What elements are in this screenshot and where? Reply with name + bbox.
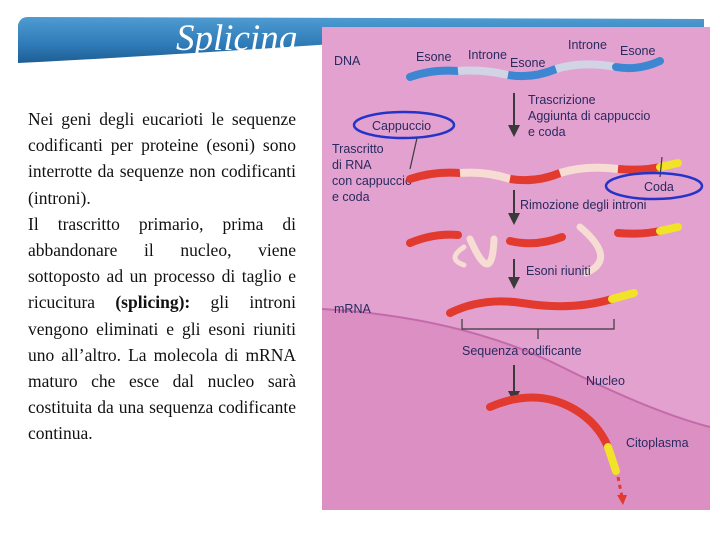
- gene-label-exon-2: Esone: [510, 56, 546, 70]
- transcript-tail: [660, 163, 678, 167]
- slide-body: [28, 106, 296, 447]
- splicing-term: (splicing):: [115, 292, 191, 313]
- paragraph-splicing: [28, 211, 296, 447]
- gene-label-exon-3: Esone: [620, 44, 656, 58]
- cut-tail: [660, 227, 678, 231]
- gene-label-intron-1: Introne: [468, 48, 507, 62]
- primary-transcript-line-4: e coda: [332, 190, 370, 204]
- step-transcription-line-1: Trascrizione: [528, 93, 596, 107]
- cut-exon-3: [618, 231, 660, 234]
- nucleus-label: Nucleo: [586, 374, 625, 388]
- step-transcription-line-2: Aggiunta di cappuccio: [528, 109, 651, 123]
- transcript-exon-3: [618, 167, 660, 170]
- coding-sequence-label: Sequenza codificante: [462, 344, 582, 358]
- slide-title: Splicing: [176, 18, 298, 59]
- tail-label: Coda: [644, 180, 674, 194]
- splicing-diagram: [322, 27, 710, 510]
- primary-transcript-line-3: con cappuccio: [332, 174, 412, 188]
- gene-label-intron-2: Introne: [568, 38, 607, 52]
- dna-label: DNA: [334, 54, 361, 68]
- dna-intron-1: [458, 71, 508, 76]
- mrna-label: mRNA: [334, 302, 371, 316]
- step-intron-removal: Rimozione degli introni: [520, 198, 647, 212]
- step-transcription-line-3: e coda: [528, 125, 566, 139]
- paragraph-splicing-part-2: gli introni vengono eliminati e gli esoni riuniti uno all’altro. La molecola di mRNA maturo che esce dal nucleo sarà costituita da una sequenza codificante continua.: [28, 292, 296, 444]
- paragraph-splicing-part-1: Il trascritto primario, prima di abbandonare il nucleo, viene sottoposto ad un processo di taglio e ricucitura: [28, 213, 296, 313]
- dna-intron-2: [556, 64, 616, 69]
- step-exons-joined: Esoni riuniti: [526, 264, 591, 278]
- paragraph-exons-introns: Nei geni degli eucarioti le sequenze codificanti per proteine (esoni) sono interrotte da sequenze non codificanti (introni).: [28, 109, 296, 208]
- cap-label: Cappuccio: [372, 119, 432, 133]
- cytoplasm-label: Citoplasma: [626, 436, 689, 450]
- primary-transcript-line-2: di RNA: [332, 158, 372, 172]
- primary-transcript-line-1: Trascritto: [332, 142, 384, 156]
- gene-label-exon-1: Esone: [416, 50, 452, 64]
